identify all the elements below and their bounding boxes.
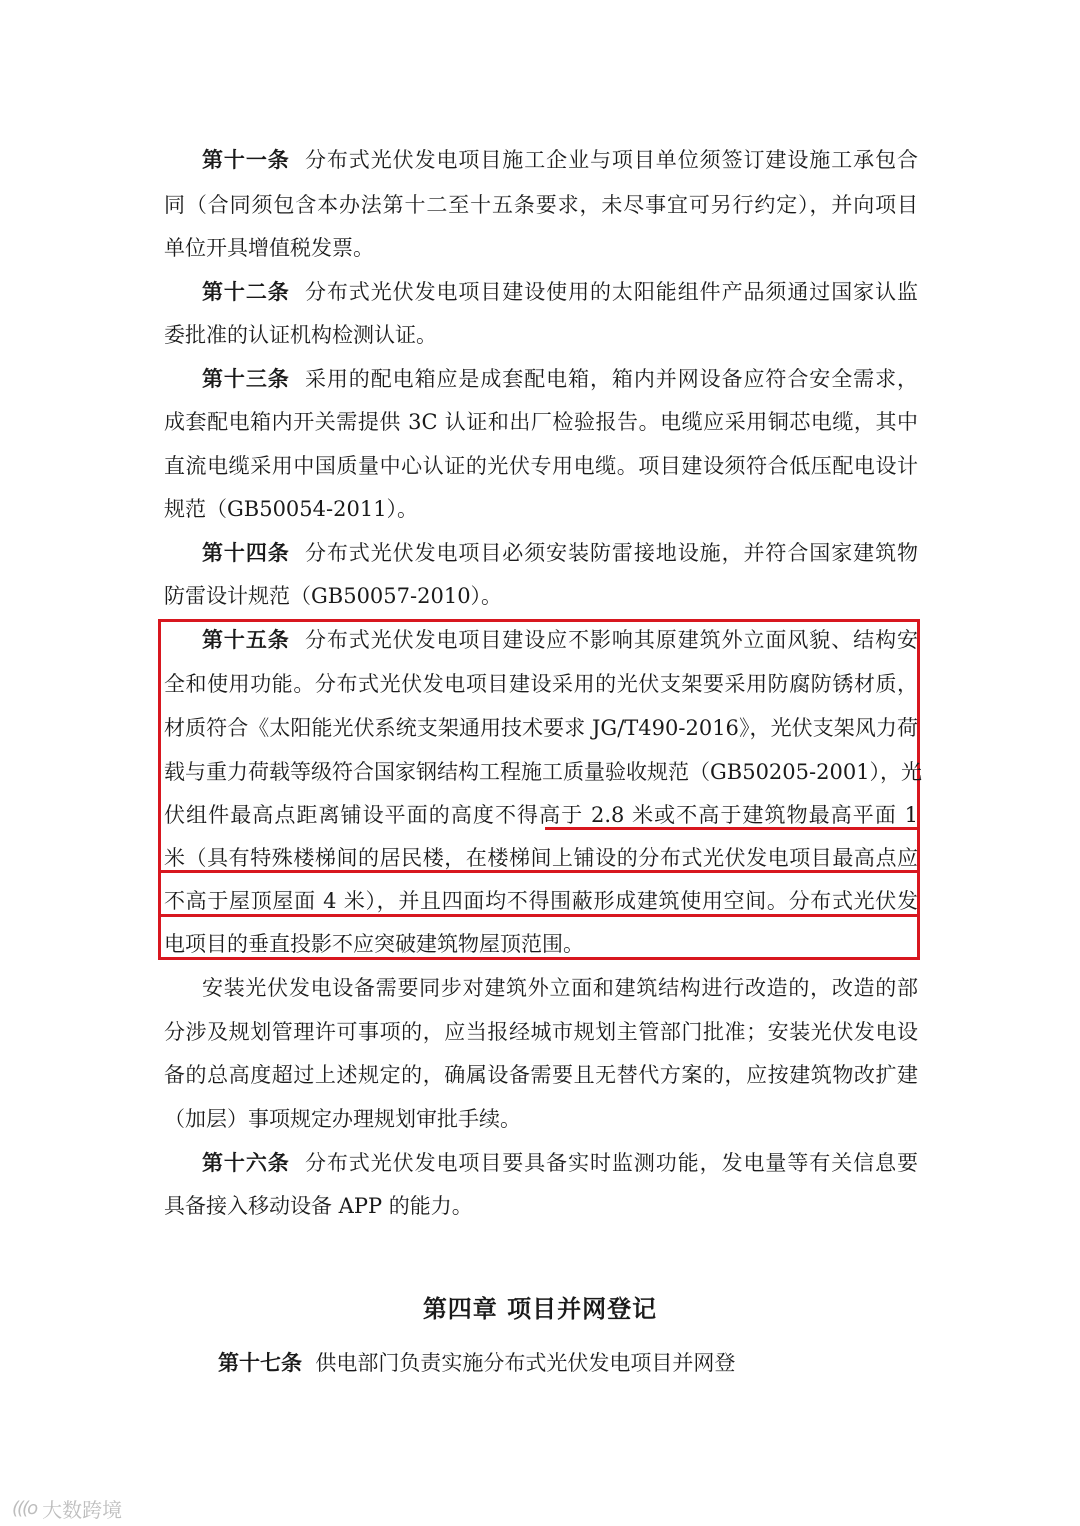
paragraph-line-1: 安装光伏发电设备需要同步对建筑外立面和建筑结构进行改造的，改造的部 [202, 976, 918, 1000]
article-14-label: 第十四条 [202, 541, 290, 565]
article-15-line-6: 米（具有特殊楼梯间的居民楼，在楼梯间上铺设的分布式光伏发电项目最高点应 [164, 846, 918, 870]
article-13-line-1: 第十三条 采用的配电箱应是成套配电箱，箱内并网设备应符合安全需求， [202, 367, 919, 391]
article-11-line-3: 单位开具增值税发票。 [164, 236, 374, 260]
watermark-logo-icon: (((o [12, 1498, 37, 1519]
article-17-line-1: 第十七条 供电部门负责实施分布式光伏发电项目并网登 [218, 1351, 736, 1375]
paragraph-line-4: （加层）事项规定办理规划审批手续。 [164, 1107, 521, 1131]
chapter-4-heading: 第四章 项目并网登记 [422, 1295, 658, 1323]
article-15-line-2: 全和使用功能。分布式光伏发电项目建设采用的光伏支架要采用防腐防锈材质， [164, 672, 918, 696]
paragraph-line-3: 备的总高度超过上述规定的，确属设备需要且无替代方案的，应按建筑物改扩建 [164, 1063, 918, 1087]
article-15-label: 第十五条 [202, 628, 290, 652]
article-17-label: 第十七条 [218, 1351, 302, 1375]
article-13-label: 第十三条 [202, 367, 290, 391]
article-16-label: 第十六条 [202, 1151, 290, 1175]
article-15-line-8: 电项目的垂直投影不应突破建筑物屋顶范围。 [164, 932, 584, 956]
article-13-line-3: 直流电缆采用中国质量中心认证的光伏专用电缆。项目建设须符合低压配电设计 [164, 454, 918, 478]
article-12-line-1: 第十二条 分布式光伏发电项目建设使用的太阳能组件产品须通过国家认监 [202, 280, 919, 304]
article-12-line-2: 委批准的认证机构检测认证。 [164, 323, 437, 347]
article-16-line-1: 第十六条 分布式光伏发电项目要具备实时监测功能，发电量等有关信息要 [202, 1151, 919, 1175]
article-11-label: 第十一条 [202, 148, 290, 172]
article-11-line-1: 第十一条 分布式光伏发电项目施工企业与项目单位须签订建设施工承包合 [202, 148, 919, 172]
article-16-line-2: 具备接入移动设备 APP 的能力。 [164, 1194, 473, 1218]
article-15-line-5: 伏组件最高点距离铺设平面的高度不得高于 2.8 米或不高于建筑物最高平面 1 [164, 803, 918, 827]
paragraph-line-2: 分涉及规划管理许可事项的，应当报经城市规划主管部门批准；安装光伏发电设 [164, 1020, 918, 1044]
article-15-line-7: 不高于屋顶屋面 4 米），并且四面均不得围蔽形成建筑使用空间。分布式光伏发 [164, 889, 918, 913]
article-14-line-2: 防雷设计规范（GB50057-2010）。 [164, 584, 503, 608]
article-12-label: 第十二条 [202, 280, 290, 304]
article-11-line-2: 同（合同须包含本办法第十二至十五条要求，未尽事宜可另行约定），并向项目 [164, 193, 918, 217]
watermark-text: 大数跨境 [42, 1498, 123, 1522]
article-15-line-1: 第十五条 分布式光伏发电项目建设应不影响其原建筑外立面风貌、结构安 [202, 628, 919, 652]
article-15-line-4: 载与重力荷载等级符合国家钢结构工程施工质量验收规范（GB50205-2001），光 [164, 760, 923, 784]
watermark [12, 1494, 122, 1523]
article-13-line-4: 规范（GB50054-2011）。 [164, 497, 419, 521]
article-15-line-3: 材质符合《太阳能光伏系统支架通用技术要求 JG/T490-2016》，光伏支架风力荷 [164, 716, 918, 740]
article-13-line-2: 成套配电箱内开关需提供 3C 认证和出厂检验报告。电缆应采用铜芯电缆，其中 [164, 410, 918, 434]
article-14-line-1: 第十四条 分布式光伏发电项目必须安装防雷接地设施，并符合国家建筑物 [202, 541, 919, 565]
